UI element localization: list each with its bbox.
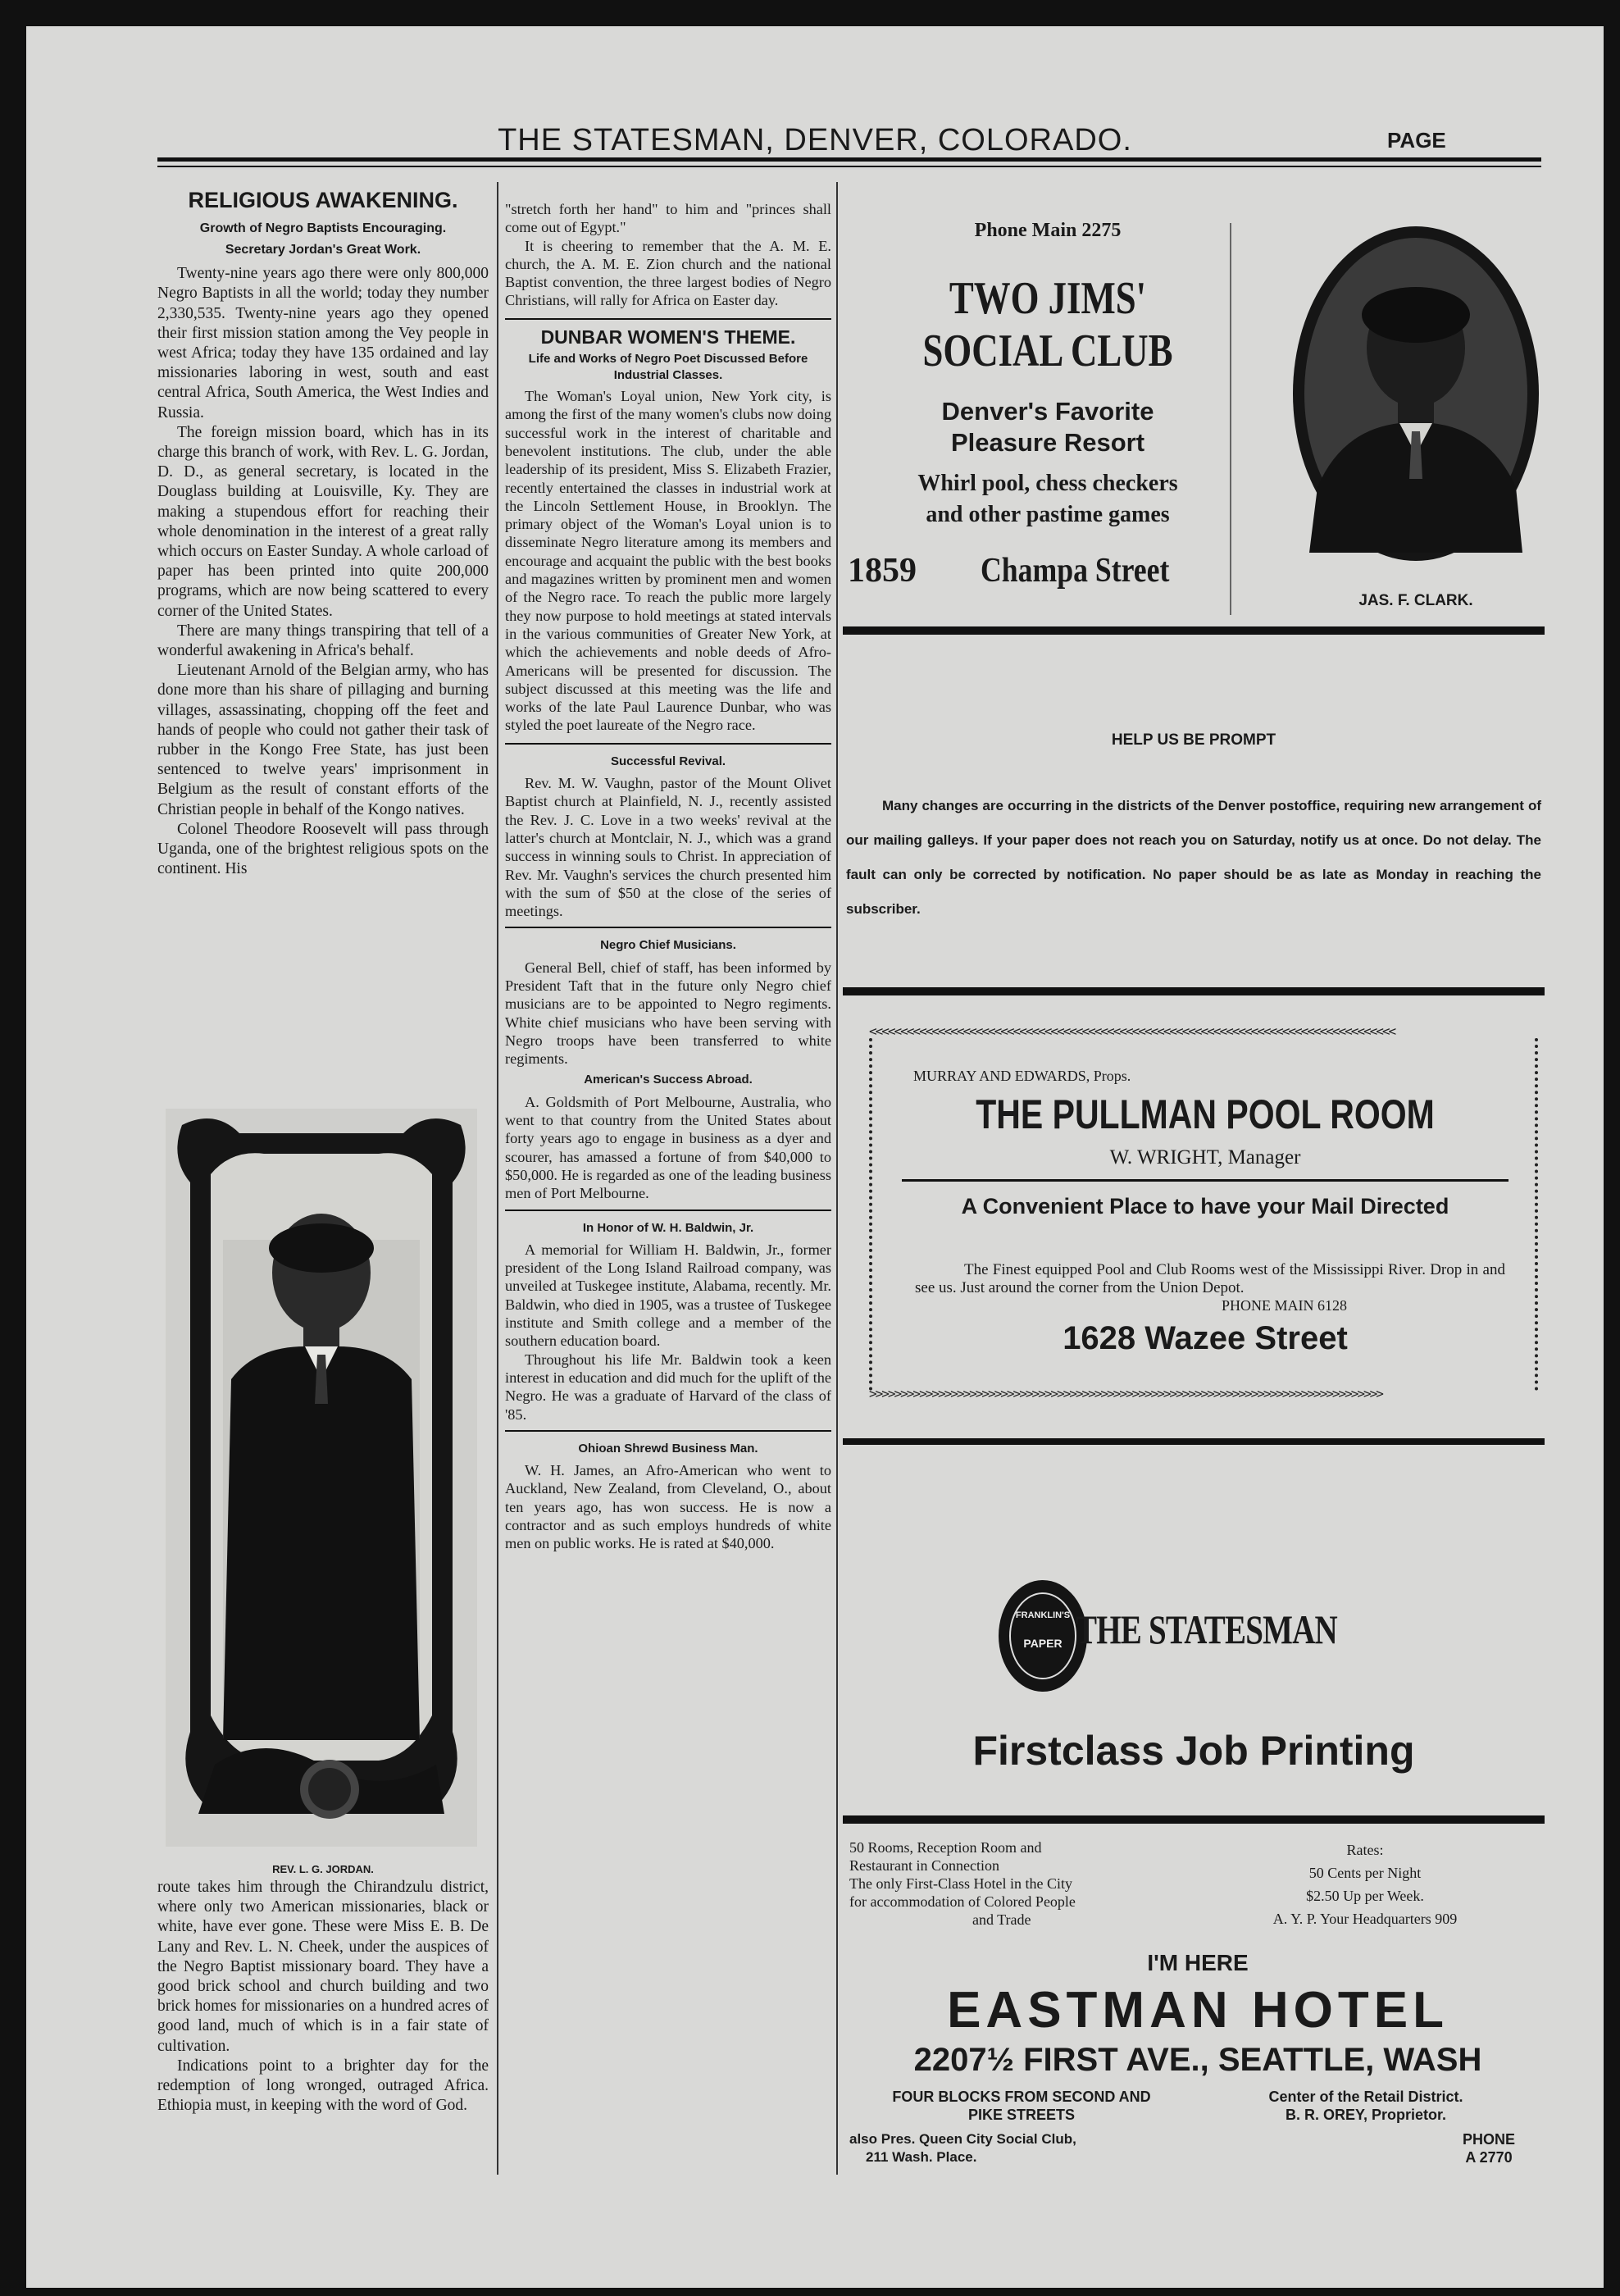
ad-tagline: Pleasure Resort (950, 428, 1145, 457)
border-ornament: >>>>>>>>>>>>>>>>>>>>>>>>>>>>>>>>>>>>>>>>>>>>>>>>>>>>>>>>>>>>>>>>>>>>>>>>>>>>>>>>>> (869, 1386, 1382, 1401)
paragraph: Twenty-nine years ago there were only 800,000 Negro Baptists in all the world; today they number 2,330,535. Twenty-nine years ago they opened their first mission station among the Vey people in west Africa; today they have 135 ordained and lay missionaries laboring in west, south and east central Africa, South America, the West Indies and Russia. (157, 265, 489, 421)
paragraph: W. H. James, an Afro-American who went to Auckland, New Zealand, from Cleveland, O., about ten years ago, has won success. He is now a contractor and as such employs hundreds of white men on public works. He is rated at $40,000. (505, 1462, 831, 1552)
seal-text: PAPER (1023, 1637, 1063, 1650)
ad-title: TWO JIMS' (949, 273, 1147, 324)
ad-im-here: I'M HERE (1147, 1950, 1249, 1975)
divider (505, 318, 831, 320)
phone-label: PHONE (1462, 2131, 1515, 2148)
ad-street-number: 1859 (848, 552, 917, 590)
paragraph: "stretch forth her hand" to him and "princes shall come out of Egypt." (505, 201, 831, 236)
location-line: FOUR BLOCKS FROM SECOND AND (892, 2089, 1151, 2105)
column-divider (836, 182, 838, 2175)
photo-caption: REV. L. G. JORDAN. (272, 1863, 374, 1875)
article-title: Negro Chief Musicians. (600, 938, 736, 953)
divider (505, 1430, 831, 1432)
paragraph: General Bell, chief of staff, has been informed by President Taft that in the future only Negro chief musicians are to be appointed to Negro regiments. White chief musicians who have been serving with Negro troops have been transferred to white regiments. (505, 959, 831, 1068)
divider (902, 1179, 1509, 1182)
ad-statesman (994, 1574, 1420, 1697)
feature-line: The only First-Class Hotel in the City (849, 1875, 1072, 1892)
ad-pullman (869, 1023, 1541, 1401)
feature-line: and Trade (972, 1911, 1031, 1928)
ad-phone: PHONE MAIN 6128 (1222, 1297, 1347, 1314)
ad-title: SOCIAL CLUB (922, 326, 1173, 376)
rates-title: Rates: (1346, 1842, 1384, 1858)
ad-title: EASTMAN HOTEL (947, 1982, 1449, 2039)
paragraph: The Woman's Loyal union, New York city, is among the first of the many women's clubs now doing successful work in the interest of charitable and benevolent institutions. The club, under the able leadership of its president, Miss S. Elizabeth Frazier, recently entertained the classes in industrial work at the Lincoln Settlement House, in Brooklyn. The primary object of the Woman's Loyal union is to disseminate Negro literature among its members and encourage and acquaint the public with the best books and magazines written by prominent men and women of the Negro race. To reach the public more largely they now purpose to hold meetings at stated intervals in the various communities of Greater New York, at which the achievements and noble deeds of Afro-Americans will be presented for discussion. The subject discussed at this meeting was the life and works of the late Paul Laurence Dunbar, who was styled the poet laureate of the Negro race. (505, 388, 831, 734)
notice-text: Many changes are occurring in the districts of the Denver postoffice, requiring new arrangement of our mailing galleys. If your paper does not reach you on Saturday, notify us at once. Do not delay. The fault can only be corrected by notification. No paper should be as late as Monday in reaching the subscriber. (846, 798, 1541, 917)
ad-title: THE STATESMAN (1076, 1606, 1337, 1652)
club-line: also Pres. Queen City Social Club, (849, 2131, 1076, 2147)
paragraph: Lieutenant Arnold of the Belgian army, who has done more than his share of pillaging and burning villages, assassinating, chopping off the feet and hands of people who could not gather their task of rubber in the Kongo Free State, has just been sentenced to twelve years' imprisonment in Belgium as the result of constant efforts of the Christian people in behalf of the Kongo natives. (157, 662, 489, 818)
hotel-features (849, 1838, 1076, 1929)
ad-description: The Finest equipped Pool and Club Rooms west of the Mississippi River. Drop in and see us. Just around the corner from the Union Depot. (915, 1261, 1505, 1296)
ornate-frame-image (166, 1109, 477, 1847)
ad-title: THE PULLMAN POOL ROOM (976, 1091, 1435, 1137)
ad-games: Whirl pool, chess checkers (917, 471, 1178, 496)
ad-address: 1628 Wazee Street (1063, 1320, 1348, 1356)
portrait-caption: JAS. F. CLARK. (1358, 592, 1473, 609)
ad-two-jims (843, 190, 1253, 617)
article-title: Successful Revival. (610, 754, 726, 768)
ad-games: and other pastime games (926, 502, 1170, 527)
portrait-jordan (166, 1109, 477, 1847)
paragraph: route takes him through the Chirandzulu district, where only two American missionaries, black or white, have ever gone. These were Miss E. B. De Lany and Rev. L. N. Cheek, under the auspices of the Negro Baptist missionary board. They have a good brick school and church building and two brick homes for missionaries on a hundred acres of good land, much of which is in a fair state of cultivation. (157, 1879, 489, 2055)
article-title: RELIGIOUS AWAKENING. (188, 188, 458, 212)
feature-line: Restaurant in Connection (849, 1857, 999, 1874)
rate-line: A. Y. P. Your Headquarters 909 (1272, 1911, 1458, 1927)
paragraph: Throughout his life Mr. Baldwin took a keen interest in education and did much for the uplift of the Negro. He was a graduate of Harvard of the class of '85. (505, 1351, 831, 1423)
ad-tagline: A Convenient Place to have your Mail Directed (961, 1194, 1449, 1219)
masthead: THE STATESMAN, DENVER, COLORADO. (498, 123, 1132, 157)
paragraph: Indications point to a brighter day for the redemption of long wronged, outraged Africa. Ethiopia must, in keeping with the word of God. (157, 2057, 489, 2115)
paragraph: The foreign mission board, which has in its charge this branch of work, with Rev. L. G. Jordan, D. D., as general secretary, is located in the Douglass building at Louisville, Ky. They are making a stupendous effort for reaching their whole denomination in the interest of a great rally which occurs on Easter Sunday. A whole carload of paper has been printed into quite 200,000 programs, which are now being scattered to every corner of the United States. (157, 423, 489, 620)
ad-props: MURRAY AND EDWARDS, Props. (913, 1068, 1131, 1084)
hotel-phone (1440, 2130, 1538, 2166)
section-rule (843, 626, 1545, 635)
location-line: B. R. OREY, Proprietor. (1285, 2107, 1447, 2123)
divider (505, 1210, 831, 1211)
paragraph: It is cheering to remember that the A. M. E. church, the A. M. E. Zion church and the national Baptist convention, the three largest bodies of Negro Christians, will rally for Africa on Easter day. (505, 237, 831, 309)
location-line: Center of the Retail District. (1268, 2089, 1463, 2105)
location-line: PIKE STREETS (967, 2107, 1076, 2123)
paragraph: A. Goldsmith of Port Melbourne, Australia, who went to that country from the United States about forty years ago to engage in business as a dyer and scourer, has amassed a fortune of from $40,000 to $50,000. He is regarded as one of the leading business men of Port Melbourne. (505, 1093, 831, 1202)
divider (505, 927, 831, 928)
border-ornament: <<<<<<<<<<<<<<<<<<<<<<<<<<<<<<<<<<<<<<<<<<<<<<<<<<<<<<<<<<<<<<<<<<<<<<<<<<<<<<<<<<<< (869, 1023, 1395, 1039)
feature-line: 50 Rooms, Reception Room and (849, 1839, 1042, 1856)
paragraph: Colonel Theodore Roosevelt will pass through Uganda, one of the brightest religious spots on the continent. His (157, 820, 489, 878)
article-subtitle: Growth of Negro Baptists Encouraging. (199, 221, 447, 236)
page-number: PAGE (1387, 128, 1446, 153)
ad-phone: Phone Main 2275 (974, 220, 1122, 241)
hotel-rates (1205, 1838, 1525, 1930)
divider (505, 743, 831, 745)
section-rule (843, 1815, 1545, 1824)
feature-line: for accommodation of Colored People (849, 1893, 1076, 1910)
masthead-rule (157, 157, 1541, 162)
article-title: Ohioan Shrewd Business Man. (578, 1441, 758, 1456)
article-title: American's Success Abroad. (584, 1073, 753, 1087)
rate-line: $2.50 Up per Week. (1306, 1888, 1424, 1904)
newspaper-page (26, 26, 1604, 2288)
article-religious-awakening (157, 190, 489, 880)
paragraph: A memorial for William H. Baldwin, Jr., former president of the Long Island Railroad company, was unveiled at Tuskegee institute, Alabama, recently. Mr. Baldwin, who died in 1905, was a trustee of Tuskegee institute and Smith college and a member of the southern education board. (505, 1241, 831, 1350)
article-subtitle: Secretary Jordan's Great Work. (225, 243, 421, 257)
ad-address: 2207½ FIRST AVE., SEATTLE, WASH (913, 2042, 1482, 2078)
hotel-proprietor (1202, 2088, 1530, 2124)
hotel-social-club (849, 2130, 1076, 2166)
column-two (505, 200, 831, 1553)
article-title: DUNBAR WOMEN'S THEME. (540, 326, 796, 348)
section-rule (843, 987, 1545, 995)
ad-eastman (849, 1838, 1546, 2183)
section-rule (843, 1438, 1545, 1445)
masthead-rule-thin (157, 166, 1541, 167)
portrait-clark (1285, 216, 1547, 609)
ad-street: Champa Street (981, 552, 1170, 590)
club-line: 211 Wash. Place. (866, 2149, 977, 2165)
article-continuation (157, 1878, 489, 2116)
paragraph: Rev. M. W. Vaughn, pastor of the Mount Olivet Baptist church at Plainfield, N. J., recently assisted the Rev. J. C. Love in a two weeks' revival at the latter's church at Montclair, N. J., which was a grand success in winning souls to Christ. In appreciation of Rev. Mr. Vaughn's services the church presented him with the sum of $50 at the close of the series of meetings. (505, 775, 831, 920)
ad-tagline: Denver's Favorite (941, 397, 1154, 426)
article-title: In Honor of W. H. Baldwin, Jr. (582, 1220, 754, 1235)
phone-number: A 2770 (1465, 2149, 1513, 2166)
notice-title: HELP US BE PROMPT (1111, 731, 1276, 749)
paragraph: There are many things transpiring that tell of a wonderful awakening in Africa's behalf. (157, 622, 489, 660)
ad-tagline: Firstclass Job Printing (972, 1728, 1415, 1774)
portrait-image (1285, 216, 1547, 577)
hotel-location (849, 2088, 1194, 2124)
article-subtitle: Life and Works of Negro Poet Discussed Before Industrial Classes. (528, 352, 808, 383)
rate-line: 50 Cents per Night (1308, 1865, 1422, 1881)
ad-divider (1230, 223, 1231, 615)
ad-manager: W. WRIGHT, Manager (1109, 1146, 1301, 1168)
seal-text: FRANKLIN'S (1015, 1610, 1071, 1620)
column-divider (497, 182, 498, 2175)
